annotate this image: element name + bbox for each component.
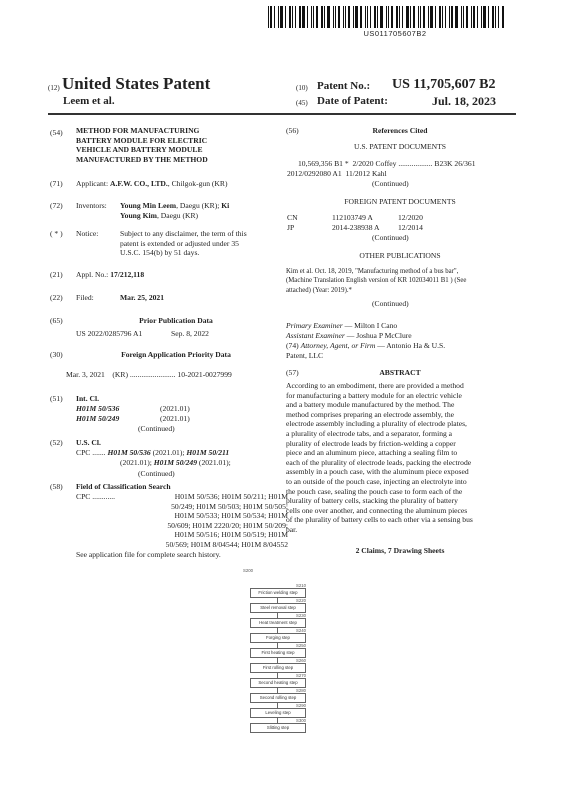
foreign-doc-cc: JP: [287, 223, 295, 232]
code-21: (21): [50, 270, 63, 279]
filed-label: Filed:: [76, 293, 94, 302]
code-30: (30): [50, 350, 63, 359]
foreign-doc-no: 2014-238938 A: [332, 223, 380, 232]
flow-step-ref: S290: [296, 703, 307, 708]
us-docs-title: U.S. PATENT DOCUMENTS: [354, 142, 446, 151]
code-51: (51): [50, 394, 63, 403]
foreign-doc-no: 112103749 A: [332, 213, 373, 222]
flow-step-ref: S250: [296, 643, 307, 648]
patent-type-title: United States Patent: [62, 74, 211, 93]
flow-step: Heat treatment step: [250, 618, 306, 628]
flow-step: First heating step: [250, 648, 306, 658]
see-application: See application file for complete search history.: [76, 550, 221, 559]
flow-step-ref: S270: [296, 673, 307, 678]
patent-no-label: Patent No.:: [317, 80, 371, 92]
flow-step: Forging step: [250, 633, 306, 643]
flow-step: Friction welding step: [250, 588, 306, 598]
figure-top-ref: S200: [243, 568, 254, 573]
flow-step: Leveling step: [250, 708, 306, 718]
continued-label: (Continued): [372, 179, 409, 188]
applicant: Applicant: A.F.W. CO., LTD., Chilgok-gun (KR): [76, 179, 228, 188]
prior-pub-title: Prior Publication Data: [139, 316, 213, 325]
us-doc-row: 10,569,356 B1 * 2/2020 Coffey .................. B23K 26/361: [298, 159, 476, 168]
flow-step: Second rolling step: [250, 693, 306, 703]
flow-step-ref: S240: [296, 628, 307, 633]
filed-date: Mar. 25, 2021: [120, 293, 165, 302]
other-pubs-title: OTHER PUBLICATIONS: [359, 251, 441, 260]
code-notice: ( * ): [50, 229, 63, 238]
int-cl-label: Int. Cl.: [76, 394, 99, 403]
flow-step-ref: S220: [296, 598, 307, 603]
foreign-priority-title: Foreign Application Priority Data: [121, 350, 231, 359]
appl-no: Appl. No.: 17/212,118: [76, 270, 145, 279]
assistant-examiner: Assistant Examiner — Joshua P McClure: [286, 331, 412, 340]
continued-label: (Continued): [138, 469, 175, 478]
invention-title: METHOD FOR MANUFACTURING BATTERY MODULE FOR ELECTRIC VEHICLE AND BATTERY MODULE MANUFACTURED BY THE METHOD: [76, 126, 208, 164]
inventors: Young Min Leem, Daegu (KR); Ki Young Kim, Daegu (KR): [120, 201, 230, 220]
code-71: (71): [50, 179, 63, 188]
int-cl-code: H01M 50/536: [76, 404, 120, 413]
patent-date: Jul. 18, 2023: [432, 94, 497, 108]
field-cpc-label: CPC ............: [76, 492, 116, 501]
flow-step: Steel removal step: [250, 603, 306, 613]
other-pubs-text: Kim et al. Oct. 18, 2019, "Manufacturing method of a bus bar", (Machine Translation English version of KR 102034011 B1 ) (See attached) (Year: 2019).*: [286, 268, 467, 294]
continued-label: (Continued): [138, 424, 175, 433]
abstract-title: ABSTRACT: [379, 368, 421, 377]
code-52: (52): [50, 438, 63, 447]
int-cl-year: (2021.01): [160, 404, 190, 413]
flow-step: Second heating step: [250, 678, 306, 688]
inventors-label: Inventors:: [76, 201, 107, 210]
continued-label: (Continued): [372, 233, 409, 242]
primary-examiner: Primary Examiner — Milton I Cano: [286, 321, 398, 330]
code-72: (72): [50, 201, 63, 210]
date-label: Date of Patent:: [317, 95, 388, 107]
code-56: (56): [286, 126, 299, 135]
foreign-doc-cc: CN: [287, 213, 298, 222]
int-cl-code: H01M 50/249: [76, 414, 120, 423]
notice-label: Notice:: [76, 229, 99, 238]
code-45: (45): [296, 99, 308, 107]
patent-no: US 11,705,607 B2: [392, 77, 496, 92]
header-rule: [48, 113, 516, 115]
flow-step-ref: S260: [296, 658, 307, 663]
foreign-doc-date: 12/2014: [398, 223, 423, 232]
code-10: (10): [296, 84, 308, 92]
us-cl-cpc: CPC ....... H01M 50/536 (2021.01); H01M 50/211 (2021.01); H01M 50/249 (2021.01);: [76, 448, 231, 467]
prior-pub-no: US 2022/0285796 A1: [76, 329, 143, 338]
field-search-label: Field of Classification Search: [76, 482, 171, 491]
flow-step-ref: S300: [296, 718, 307, 723]
continued-label: (Continued): [372, 299, 409, 308]
us-cl-label: U.S. Cl.: [76, 438, 101, 447]
references-title: References Cited: [372, 126, 428, 135]
us-doc-row: 2012/0292080 A1 11/2012 Kahl: [287, 169, 387, 178]
code-54: (54): [50, 128, 63, 137]
flow-step: First rolling step: [250, 663, 306, 673]
flow-step-ref: S280: [296, 688, 307, 693]
flow-step: Slitting step: [250, 723, 306, 733]
priority-row: Mar. 3, 2021 (KR) ........................ 10-2021-0027999: [66, 370, 232, 379]
code-58: (58): [50, 482, 63, 491]
flow-step-ref: S210: [296, 583, 307, 588]
code-12: (12): [48, 84, 60, 92]
notice-text: Subject to any disclaimer, the term of this patent is extended or adjusted under 35 U.S.C. 154(b) by 51 days.: [120, 229, 247, 258]
barcode-number: US011705607B2: [363, 29, 427, 38]
code-65: (65): [50, 316, 63, 325]
field-search-codes: H01M 50/536; H01M 50/211; H01M 50/249; H01M 50/503; H01M 50/505; H01M 50/533; H01M 50/534; H01M 50/609; H01M 2220/20; H01M 50/209; H01M 50/516; H01M 50/519; H01M 50/569; H01M 8/04544; H01M 8/04552: [165, 492, 288, 549]
abstract-text: According to an embodiment, there are provided a method for manufacturing a battery module for an electric vehicle and a battery module manufactured by the method. The method comprises preparing an electrode assembly, the electrode assembly including a plurality of electrode plates, a plurality of electrode tabs, and a separator, forming a plurality of electrode leads by friction-welding a copper piece and an aluminum piece, attaching a sealing film to each of the plurality of electrode leads, packing the electrode assembly in a pouch case, with the aluminum piece exposed to an outside of the pouch case, injecting an electrolyte into the pouch case, sealing the pouch case to form each of the plurality of battery cells, stacking the plurality of battery cells one over another, and connecting the aluminum pieces of the plurality of battery cells to each other via a sensing bus bar.: [286, 381, 473, 534]
prior-pub-date: Sep. 8, 2022: [171, 329, 209, 338]
code-22: (22): [50, 293, 63, 302]
claims-sheets: 2 Claims, 7 Drawing Sheets: [355, 546, 445, 555]
foreign-doc-date: 12/2020: [398, 213, 423, 222]
inventor-short: Leem et al.: [63, 95, 115, 107]
flow-step-ref: S230: [296, 613, 307, 618]
barcode: [268, 6, 508, 28]
int-cl-year: (2021.01): [160, 414, 190, 423]
foreign-docs-title: FOREIGN PATENT DOCUMENTS: [344, 197, 456, 206]
attorney: (74) Attorney, Agent, or Firm — Antonio Ha & U.S. Patent, LLC: [286, 341, 446, 360]
code-57: (57): [286, 368, 299, 377]
